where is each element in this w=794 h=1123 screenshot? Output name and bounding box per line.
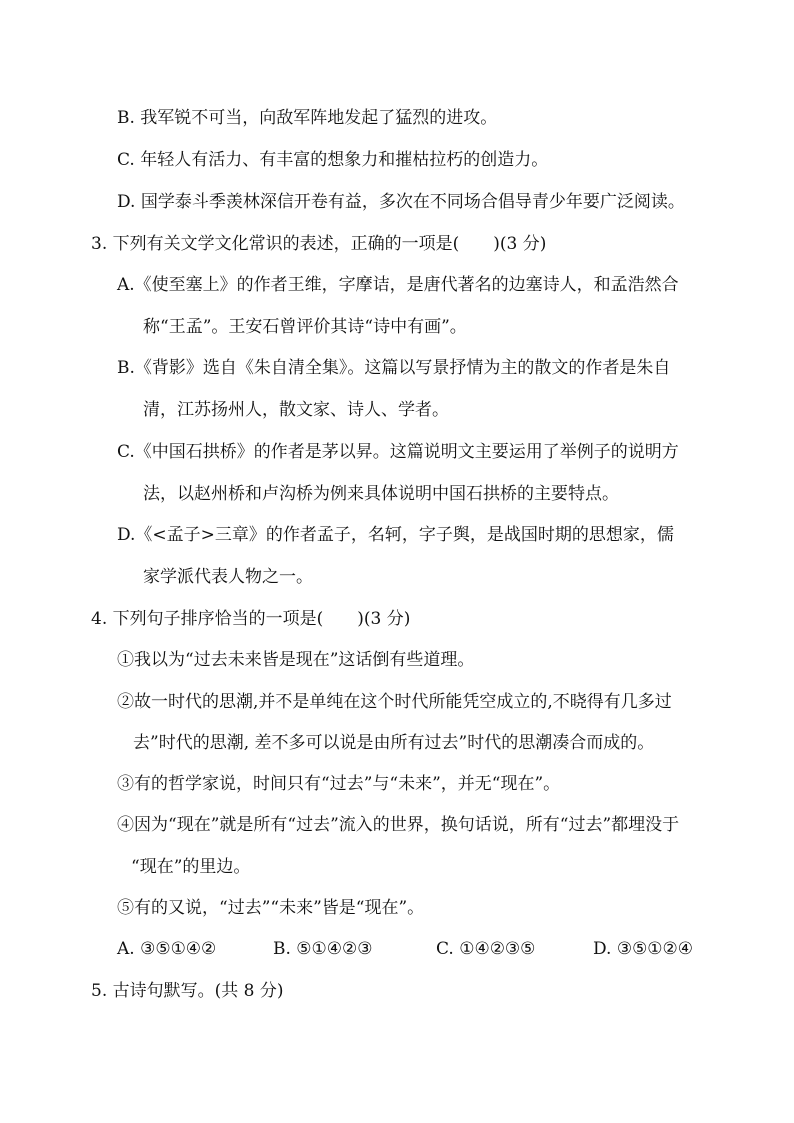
q3-option-d-line1: D.《<孟子>三章》的作者孟子，名轲，字子舆，是战国时期的思想家，儒 [117,525,674,545]
q3-option-d-line2: 家学派代表人物之一。 [143,567,313,587]
q4-option-b: B. ⑤①④②③ [273,939,373,959]
q3-option-a-line2: 称“王孟”。王安石曾评价其诗“诗中有画”。 [143,317,467,337]
q4-sentence-2-line1: ②故一时代的思潮,并不是单纯在这个时代所能凭空成立的,不晓得有几多过 [117,692,672,712]
q2-option-d: D. 国学泰斗季羡林深信开卷有益，多次在不同场合倡导青少年要广泛阅读。 [117,192,685,212]
q4-sentence-1: ①我以为“过去未来皆是现在”这话倒有些道理。 [117,650,475,670]
q4-sentence-5: ⑤有的又说，“过去”“未来”皆是“现在”。 [117,898,425,918]
q2-option-b: B. 我军锐不可当，向敌军阵地发起了猛烈的进攻。 [117,108,498,128]
q4-option-a: A. ③⑤①④② [117,939,217,959]
q2-option-c: C. 年轻人有活力、有丰富的想象力和摧枯拉朽的创造力。 [117,150,549,170]
q3-option-b-line2: 清，江苏扬州人，散文家、诗人、学者。 [143,400,449,420]
q3-option-b-line1: B.《背影》选自《朱自清全集》。这篇以写景抒情为主的散文的作者是朱自 [117,358,671,378]
q3-stem: 3. 下列有关文学文化常识的表述，正确的一项是( )(3 分) [91,234,547,254]
q4-stem: 4. 下列句子排序恰当的一项是( )(3 分) [91,609,411,629]
q4-option-c: C. ①④②③⑤ [436,939,536,959]
q3-option-c-line2: 法，以赵州桥和卢沟桥为例来具体说明中国石拱桥的主要特点。 [143,484,619,504]
q3-option-a-line1: A.《使至塞上》的作者王维，字摩诘，是唐代著名的边塞诗人，和孟浩然合 [117,275,679,295]
q4-options [117,937,737,961]
q4-sentence-4-line1: ④因为“现在”就是所有“过去”流入的世界，换句话说，所有“过去”都埋没于 [117,815,680,835]
q4-sentence-3: ③有的哲学家说，时间只有“过去”与“未来”，并无“现在”。 [117,774,561,794]
q3-option-c-line1: C.《中国石拱桥》的作者是茅以昇。这篇说明文主要运用了举例子的说明方 [117,442,679,462]
q4-sentence-4-line2: “现在”的里边。 [131,857,251,877]
q4-option-d: D. ③⑤①②④ [593,939,694,959]
q4-sentence-2-line2: 去”时代的思潮, 差不多可以说是由所有过去”时代的思潮凑合而成的。 [133,733,655,753]
q5-stem: 5. 古诗句默写。(共 8 分) [91,981,284,1001]
